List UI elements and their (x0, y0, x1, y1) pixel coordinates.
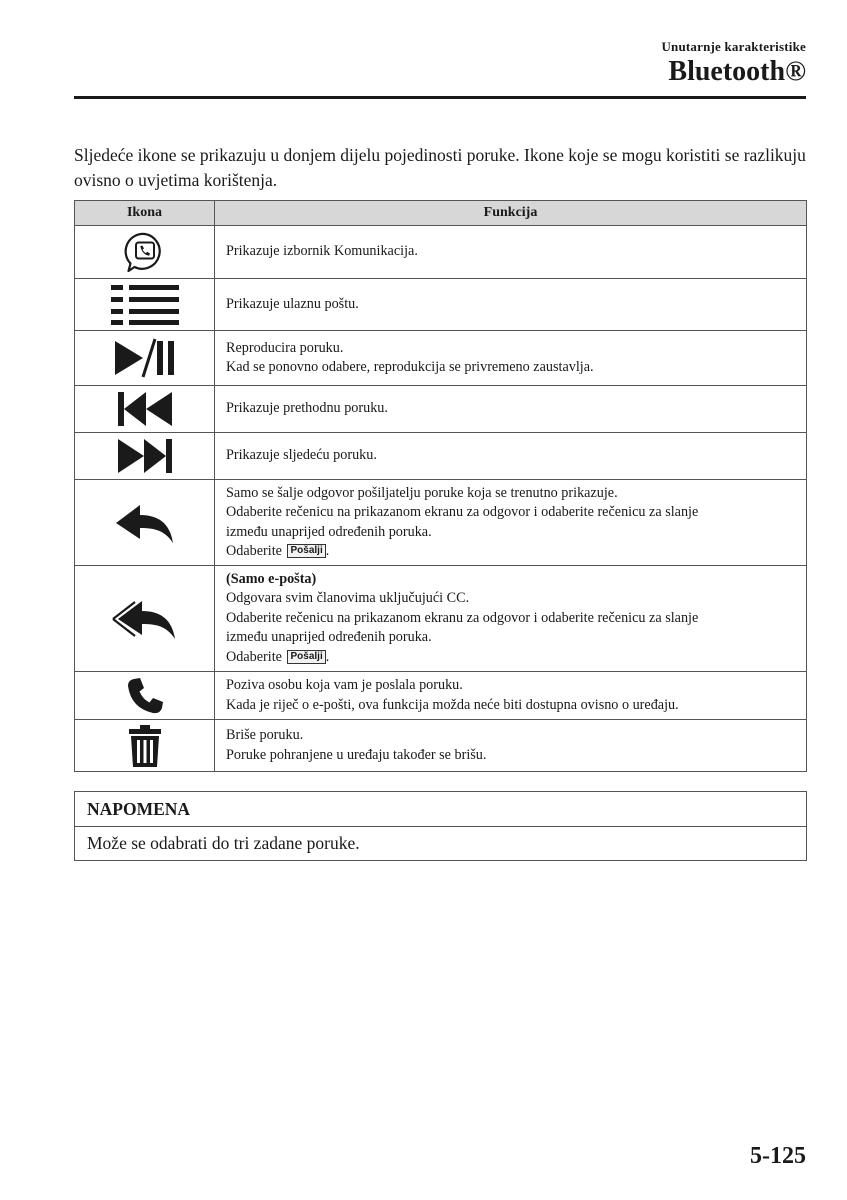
function-text: Poziva osobu koja vam je poslala poruku. (226, 677, 463, 693)
function-cell (215, 433, 807, 480)
function-text: Prikazuje izbornik Komunikacija. (226, 243, 418, 260)
function-column-header: Funkcija (215, 201, 807, 226)
function-text: Briše poruku. (226, 727, 304, 743)
page-number: 5-125 (750, 1143, 806, 1169)
reply-all-icon (112, 597, 178, 641)
table-row (75, 720, 807, 772)
icon-cell (75, 279, 215, 331)
table-row (75, 279, 807, 331)
communication-menu-icon (123, 230, 167, 274)
function-text: Prikazuje sljedeću poruku. (226, 447, 377, 464)
function-cell (215, 331, 807, 386)
select-suffix: . (325, 543, 330, 559)
section-label: Unutarnje karakteristike (661, 39, 806, 54)
function-cell (215, 672, 807, 720)
function-cell (215, 480, 807, 566)
icon-column-header: Ikona (75, 201, 215, 226)
icon-cell (75, 433, 215, 480)
icon-cell (75, 672, 215, 720)
icon-cell (75, 720, 215, 772)
function-text: Prikazuje ulaznu poštu. (226, 295, 359, 312)
function-text: Samo se šalje odgovor pošiljatelju poruke koja se trenutno prikazuje. (226, 484, 618, 501)
phone-call-icon (126, 677, 164, 715)
header-divider (74, 96, 806, 99)
note-text: Može se odabrati do tri zadane poruke. (87, 833, 360, 853)
function-text: između unaprijed određenih poruka. (226, 523, 432, 540)
icon-cell (75, 566, 215, 672)
table-header-row (75, 201, 807, 226)
chapter-title: Bluetooth® (668, 56, 806, 87)
next-message-icon (117, 438, 173, 474)
function-cell (215, 226, 807, 279)
note-title: NAPOMENA (75, 792, 806, 827)
select-prefix: Odaberite (226, 543, 282, 559)
function-text: Poruke pohranjene u uređaju također se brišu. (226, 746, 487, 763)
select-instruction (226, 648, 796, 668)
icon-cell (75, 226, 215, 279)
trash-icon (128, 724, 162, 768)
icon-cell (75, 480, 215, 566)
select-prefix: Odaberite (226, 648, 282, 665)
inbox-list-icon (110, 283, 180, 327)
send-button-label: Pošalji (287, 650, 325, 664)
email-only-label: (Samo e-pošta) (226, 570, 317, 587)
function-text: Kada je riječ o e-pošti, ova funkcija možda neće biti dostupna ovisno o uređaju. (226, 696, 679, 713)
function-text: Reproducira poruku. (226, 339, 344, 356)
table-row (75, 480, 807, 566)
table-row (75, 672, 807, 720)
send-button-label: Pošalji (287, 544, 325, 558)
table-row (75, 331, 807, 386)
function-cell (215, 566, 807, 672)
reply-icon (114, 501, 176, 545)
icon-function-table (74, 200, 807, 772)
select-suffix: . (325, 648, 330, 665)
icon-cell (75, 386, 215, 433)
function-text: Odaberite rečenicu na prikazanom ekranu za odgovor i odaberite rečenicu za slanje (226, 504, 699, 520)
function-text: Odaberite rečenicu na prikazanom ekranu za odgovor i odaberite rečenicu za slanje (226, 609, 699, 626)
table-row (75, 226, 807, 279)
function-cell (215, 720, 807, 772)
function-text: Odgovara svim članovima uključujući CC. (226, 590, 470, 607)
function-cell (215, 279, 807, 331)
note-box (74, 791, 807, 861)
function-text: između unaprijed određenih poruka. (226, 629, 432, 646)
select-instruction (226, 542, 796, 562)
previous-message-icon (117, 391, 173, 427)
icon-cell (75, 331, 215, 386)
play-pause-icon (113, 338, 177, 378)
function-text: Kad se ponovno odabere, reprodukcija se privremeno zaustavlja. (226, 359, 594, 375)
function-text: Prikazuje prethodnu poruku. (226, 400, 388, 417)
table-row (75, 433, 807, 480)
function-cell (215, 386, 807, 433)
table-row (75, 566, 807, 672)
table-row (75, 386, 807, 433)
intro-paragraph: Sljedeće ikone se prikazuju u donjem dijelu pojedinosti poruke. Ikone koje se mogu koristiti se razlikuju ovisno o uvjetima korištenja. (74, 145, 806, 190)
